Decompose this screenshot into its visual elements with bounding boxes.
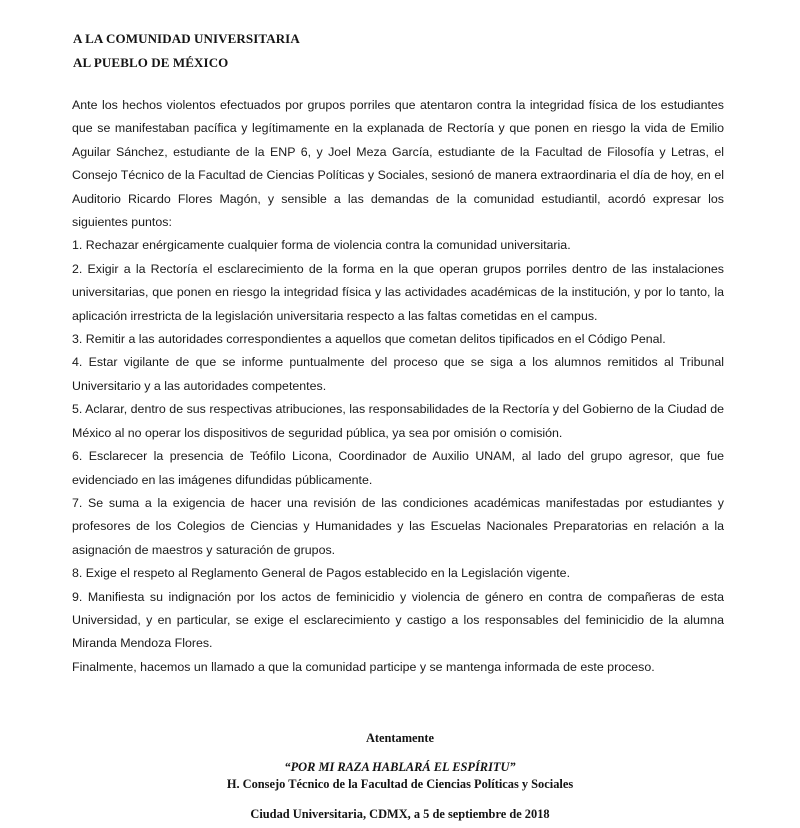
place-and-date: Ciudad Universitaria, CDMX, a 5 de septiembre de 2018 xyxy=(250,807,550,821)
university-motto: “POR MI RAZA HABLARÁ EL ESPÍRITU” xyxy=(284,760,516,774)
signatory: H. Consejo Técnico de la Facultad de Ciencias Políticas y Sociales xyxy=(226,777,574,791)
point-4: 4. Estar vigilante de que se informe puntualmente del proceso que se siga a los alumnos remitidos al Tribunal Universitario y a las autoridades competentes. xyxy=(72,355,724,393)
intro-paragraph: Ante los hechos violentos efectuados por grupos porriles que atentaron contra la integridad física de los estudiantes que se manifestaban pacífica y legítimamente en la explanada de Rectoría y que ponen en riesgo la vida de Emilio Aguilar Sánchez, estudiante de la ENP 6, y Joel Meza García, estudiante de la Facultad de Filosofía y Letras, el Consejo Técnico de la Facultad de Ciencias Políticas y Sociales, sesionó de manera extraordinaria el día de hoy, en el Auditorio Ricardo Flores Magón, y sensible a las demandas de la comunidad estudiantil, acordó expresar los siguientes puntos: xyxy=(72,98,724,230)
point-2: 2. Exigir a la Rectoría el esclarecimiento de la forma en la que operan grupos porriles dentro de las instalaciones universitarias, que ponen en riesgo la integridad física y las actividades académicas de la institución, y por lo tanto, la aplicación irrestricta de la legislación universitaria respecto a las faltas cometidas en el campus. xyxy=(72,261,724,323)
statement-body xyxy=(72,94,724,679)
point-5: 5. Aclarar, dentro de sus respectivas atribuciones, las responsabilidades de la Rectoría y del Gobierno de la Ciudad de México al no operar los dispositivos de seguridad pública, ya sea por omisión o comisión. xyxy=(72,402,724,440)
closing-paragraph: Finalmente, hacemos un llamado a que la comunidad participe y se mantenga informada de este proceso. xyxy=(72,659,655,674)
addressee-line-university: A LA COMUNIDAD UNIVERSITARIA xyxy=(73,31,300,46)
addressee-line-people: AL PUEBLO DE MÉXICO xyxy=(73,55,229,70)
point-6: 6. Esclarecer la presencia de Teófilo Licona, Coordinador de Auxilio UNAM, al lado del grupo agresor, que fue evidenciado en las imágenes difundidas públicamente. xyxy=(72,449,724,487)
point-1: 1. Rechazar enérgicamente cualquier forma de violencia contra la comunidad universitaria. xyxy=(72,238,571,253)
point-7: 7. Se suma a la exigencia de hacer una revisión de las condiciones académicas manifestadas por estudiantes y profesores de los Colegios de Ciencias y Humanidades y las Escuelas Nacionales Preparatorias en relación a la asignación de maestros y saturación de grupos. xyxy=(72,495,724,557)
salutation: Atentamente xyxy=(365,731,435,745)
point-3: 3. Remitir a las autoridades correspondientes a aquellos que cometan delitos tipificados en el Código Penal. xyxy=(72,332,666,347)
addressee-header xyxy=(73,27,300,75)
point-8: 8. Exige el respeto al Reglamento General de Pagos establecido en la Legislación vigente. xyxy=(72,566,571,581)
point-9: 9. Manifiesta su indignación por los actos de feminicidio y violencia de género en contra de compañeras de esta Universidad, y en particular, se exige el esclarecimiento y castigo a los responsables del feminicidio de la alumna Miranda Mendoza Flores. xyxy=(72,589,724,651)
